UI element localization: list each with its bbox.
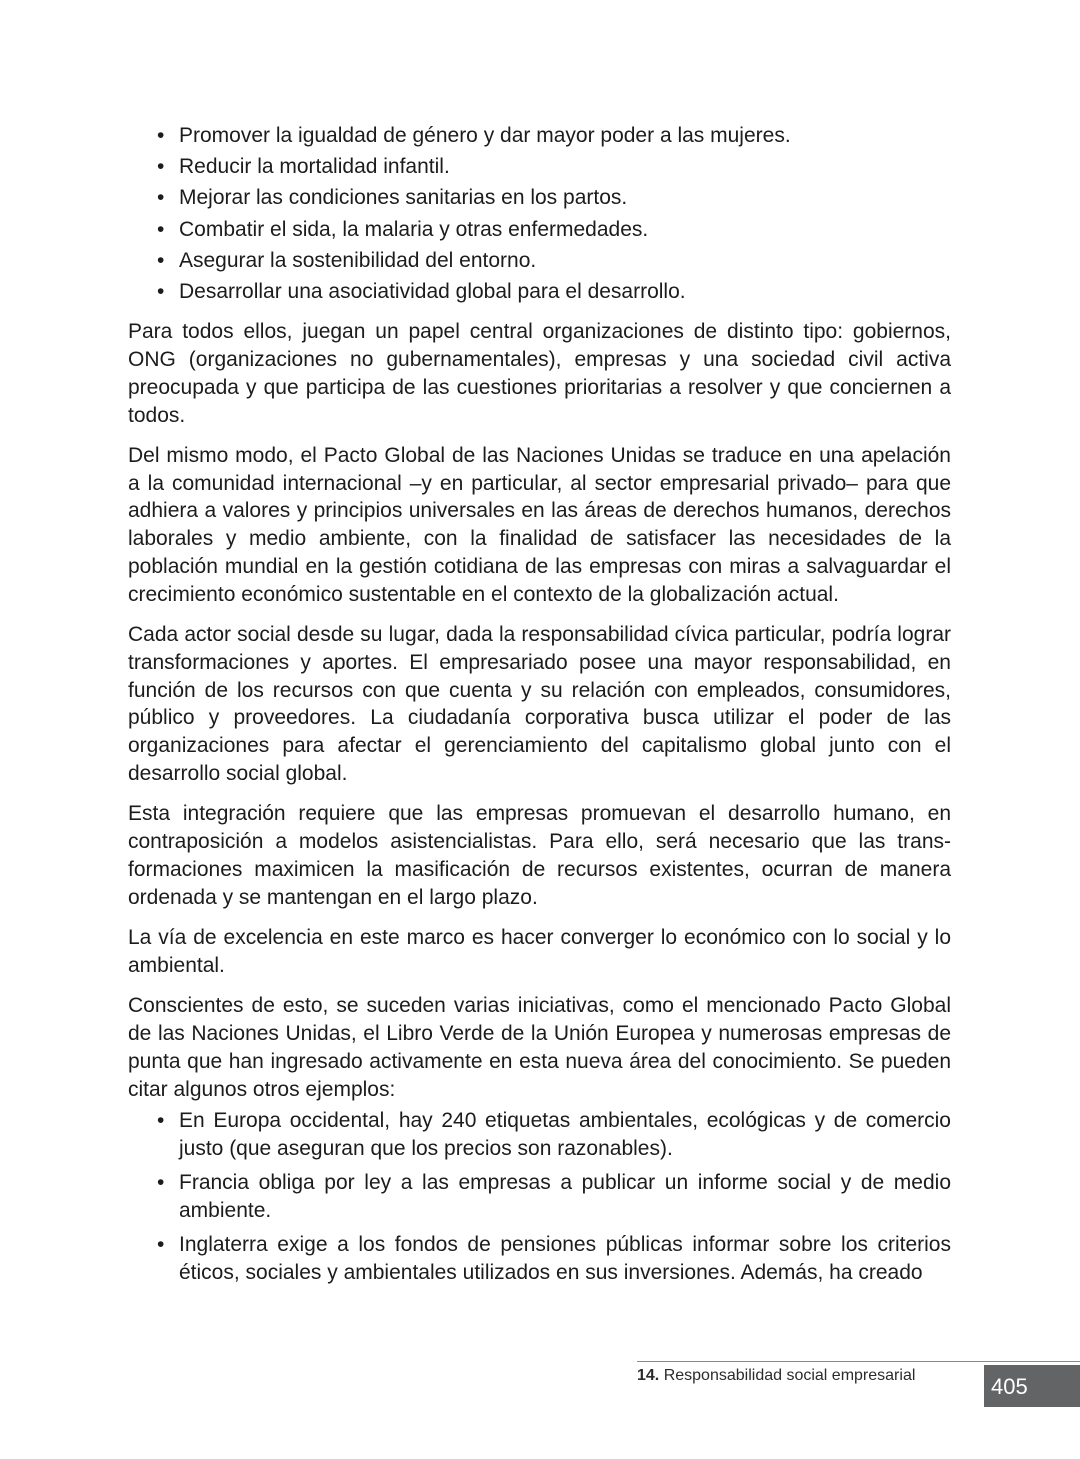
list-item: • Francia obliga por ley a las empresas a publicar un informe social y de medio ambiente. [128, 1169, 951, 1225]
list-item: • Reducir la mortalidad infantil. [128, 153, 951, 181]
chapter-title: Responsabilidad social empresarial [663, 1367, 916, 1384]
page-number: 405 [991, 1374, 1028, 1399]
page-number-box [984, 1365, 1080, 1407]
paragraph-initiatives: Conscientes de esto, se suceden varias iniciativas, como el mencionado Pacto Global de las Naciones Unidas, el Libro Verde de la Unión Europea y numerosas empresas de punta que han ingresado activamente en esta nueva área del conocimiento. Se pueden citar algunos otros ejemplos: [128, 994, 951, 1101]
bullet-list-examples [128, 1107, 951, 1287]
list-item: • Asegurar la sostenibilidad del entorno. [128, 247, 951, 275]
chapter-number: 14. [637, 1367, 660, 1384]
footer-divider [637, 1361, 1080, 1362]
list-item: • Inglaterra exige a los fondos de pensiones públicas informar sobre los criterios éticos, sociales y ambientales utilizados en sus inversiones. Además, ha creado [128, 1231, 951, 1287]
list-item: • Promover la igualdad de género y dar mayor poder a las mujeres. [128, 122, 951, 150]
page-footer [637, 1361, 1080, 1406]
list-item: • Mejorar las condiciones sanitarias en los partos. [128, 184, 951, 212]
paragraph-integration: Esta integración requiere que las empresas promuevan el desarrollo humano, en contraposición a modelos asistencialistas. Para ello, será necesario que las transformaciones maximicen la masificación de recursos existentes, ocurran de manera ordenada y se mantengan en el largo plazo. [128, 802, 951, 909]
list-item: • Combatir el sida, la malaria y otras enfermedades. [128, 216, 951, 244]
list-item: • En Europa occidental, hay 240 etiquetas ambientales, ecológicas y de comercio justo (que aseguran que los precios son razonables). [128, 1107, 951, 1163]
bullet-list-objectives [128, 122, 951, 306]
footer-chapter [637, 1366, 915, 1386]
paragraph-global-compact: Del mismo modo, el Pacto Global de las Naciones Unidas se traduce en una apelación a la comunidad internacional –y en particular, al sector empresarial privado– para que adhiera a valores y principios universales en las áreas de derechos humanos, derechos laborales y medio ambiente, con la finalidad de satisfacer las necesidades de la población mundial en la gestión cotidiana de las empresas con miras a salvaguardar el crecimiento económico sustentable en el contexto de la globalización actual. [128, 443, 951, 606]
page-body [128, 122, 951, 1293]
paragraph-social-actor: Cada actor social desde su lugar, dada la responsabilidad cívica particular, podría lograr transformaciones y aportes. El empresariado posee una mayor responsabilidad, en función de los recursos con que cuenta y su relación con empleados, consumidores, público y proveedores. La ciudadanía corporativa busca utilizar el poder de las organizaciones para afectar el gerenciamiento del capitalismo global junto con el desarrollo social global. [128, 623, 951, 786]
list-item: • Desarrollar una asociatividad global para el desarrollo. [128, 278, 951, 306]
paragraph-organizations: Para todos ellos, juegan un papel central organizaciones de distinto tipo: gobiernos, ONG (organizaciones no gubernamentales), empresas y una sociedad civil activa preocupada y que participa de las cuestiones prioritarias a resolver y que conciernen a todos. [128, 320, 951, 427]
paragraph-excellence: La vía de excelencia en este marco es hacer converger lo económico con lo social y lo ambiental. [128, 926, 951, 977]
